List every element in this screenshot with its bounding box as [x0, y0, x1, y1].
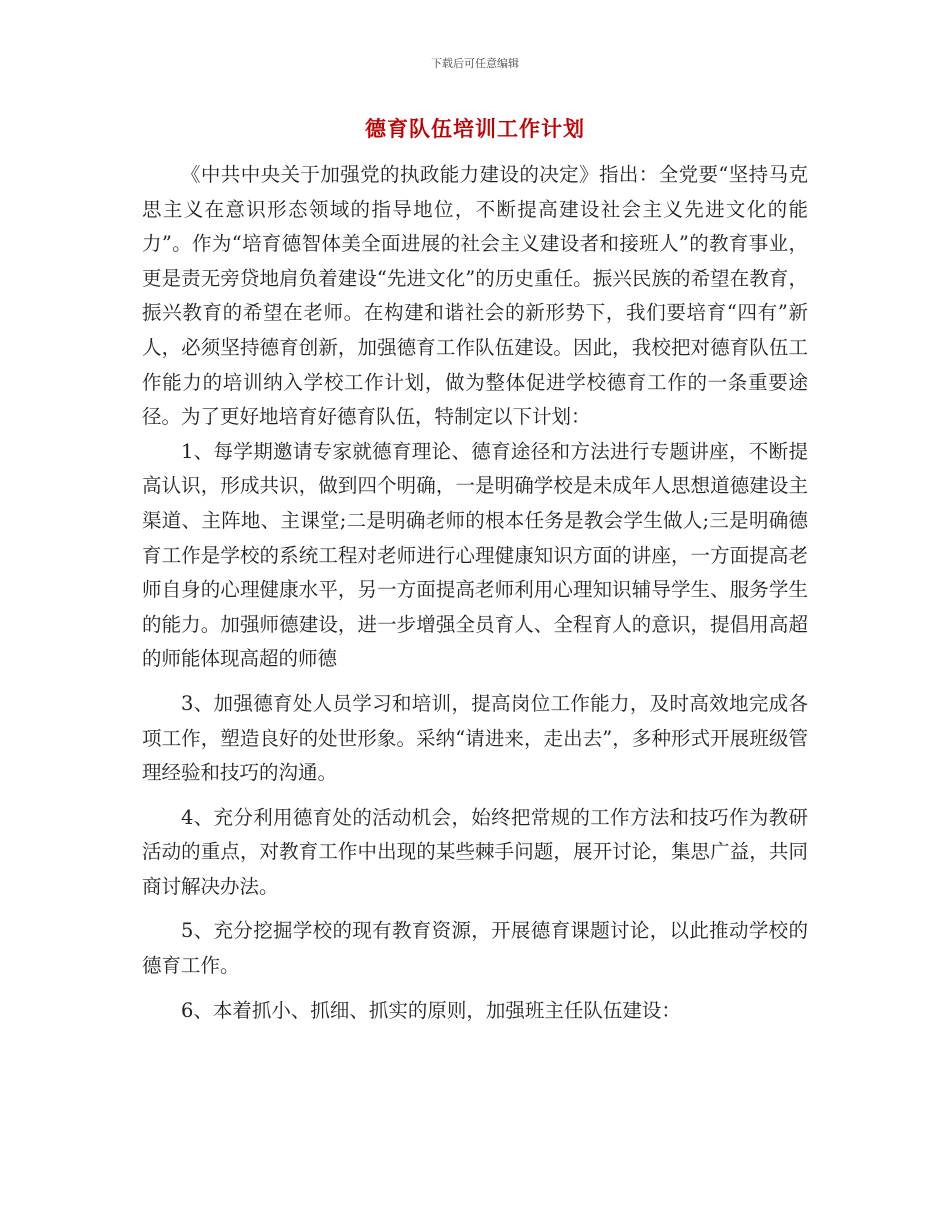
header-note: 下载后可任意编辑: [431, 57, 519, 70]
paragraph-item-5: 5、充分挖掘学校的现有教育资源，开展德育课题讨论，以此推动学校的德育工作。: [142, 919, 808, 978]
paragraph-item-6: 6、本着抓小、抓细、抓实的原则，加强班主任队伍建设：: [181, 998, 681, 1022]
paragraph-item-1: 1、每学期邀请专家就德育理论、德育途径和方法进行专题讲座，不断提高认识，形成共识，做到四个明确，一是明确学校是未成年人思想道德建设主渠道、主阵地、主课堂;二是明确老师的根本任务是教会学生做人;三是明确德育工作是学校的系统工程对老师进行心理健康知识方面的讲座，一方面提高老师自身的心理健康水平，另一方面提高老师利用心理知识辅导学生、服务学生的能力。加强师德建设，进一步增强全员育人、全程育人的意识，提倡用高超的师能体现高超的师德: [142, 439, 808, 671]
document-title: 德育队伍培训工作计划: [365, 116, 585, 141]
paragraph-item-3: 3、加强德育处人员学习和培训，提高岗位工作能力，及时高效地完成各项工作，塑造良好的处世形象。采纳“请进来，走出去”，多种形式开展班级管理经验和技巧的沟通。: [142, 691, 808, 785]
paragraph-intro: 《中共中央关于加强党的执政能力建设的决定》指出：全党要“坚持马克思主义在意识形态领域的指导地位，不断提高建设社会主义先进文化的能力”。作为“培育德智体美全面进展的社会主义建设者和接班人”的教育事业，更是责无旁贷地肩负着建设“先进文化”的历史重任。振兴民族的希望在教育，振兴教育的希望在老师。在构建和谐社会的新形势下，我们要培育“四有”新人，必须坚持德育创新，加强德育工作队伍建设。因此，我校把对德育队伍工作能力的培训纳入学校工作计划，做为整体促进学校德育工作的一条重要途径。为了更好地培育好德育队伍，特制定以下计划：: [142, 163, 808, 429]
document-body: [142, 158, 808, 1028]
paragraph-item-4: 4、充分利用德育处的活动机会，始终把常规的工作方法和技巧作为教研活动的重点，对教育工作中出现的某些棘手问题，展开讨论，集思广益，共同商讨解决办法。: [142, 805, 808, 898]
